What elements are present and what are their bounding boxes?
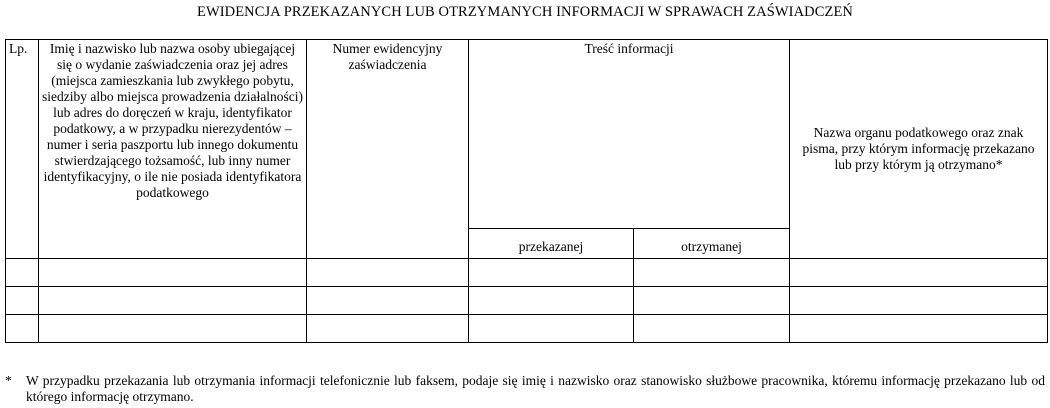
table-row [6,315,1048,343]
header-name-address: Imię i nazwisko lub nazwa osoby ubiegającej się o wydanie zaświadczenia oraz jej adres (miejsca zamieszkania lub zwykłego pobytu, siedziby albo miejsca prowadzenia działalności) lub adres do doręczeń w kraju, identyfikator podatkowy, a w przypadku nierezydentów – numer i seria paszportu lub innego dokumentu stwierdzającego tożsamość, lub inny numer identyfikacyjny, o ile nie posiada identyfikatora podatkowego [39,40,307,259]
register-table [5,39,1048,343]
cell-name-address[interactable] [39,287,307,315]
header-sent: przekazanej [469,229,634,259]
header-lp: Lp. [6,40,39,259]
header-row [6,40,1048,229]
table-row [6,259,1048,287]
cell-lp[interactable] [6,315,39,343]
cell-record-number[interactable] [307,315,469,343]
cell-sent[interactable] [469,259,634,287]
cell-received[interactable] [634,315,790,343]
cell-name-address[interactable] [39,259,307,287]
header-received: otrzymanej [634,229,790,259]
cell-record-number[interactable] [307,259,469,287]
cell-sent[interactable] [469,315,634,343]
table-row [6,287,1048,315]
cell-received[interactable] [634,259,790,287]
cell-lp[interactable] [6,287,39,315]
header-record-number: Numer ewidencyjny zaświadczenia [307,40,469,259]
cell-sent[interactable] [469,287,634,315]
header-tax-authority: Nazwa organu podatkowego oraz znak pisma, przy którym informację przekazano lub przy którym ją otrzymano* [790,40,1048,259]
footnote-text: W przypadku przekazania lub otrzymania informacji telefonicznie lub faksem, podaje się imię i nazwisko oraz stanowisko służbowe pracownika, któremu informację przekazano lub od którego informację otrzymano. [26,373,1045,404]
cell-tax-authority[interactable] [790,315,1048,343]
cell-tax-authority[interactable] [790,287,1048,315]
cell-name-address[interactable] [39,315,307,343]
form-title: EWIDENCJA PRZEKAZANYCH LUB OTRZYMANYCH INFORMACJI W SPRAWACH ZAŚWIADCZEŃ [196,4,853,20]
cell-lp[interactable] [6,259,39,287]
footnote-mark: * [5,373,12,388]
footnote [5,373,1045,405]
cell-tax-authority[interactable] [790,259,1048,287]
header-information-content: Treść informacji [469,40,790,229]
cell-received[interactable] [634,287,790,315]
cell-record-number[interactable] [307,287,469,315]
